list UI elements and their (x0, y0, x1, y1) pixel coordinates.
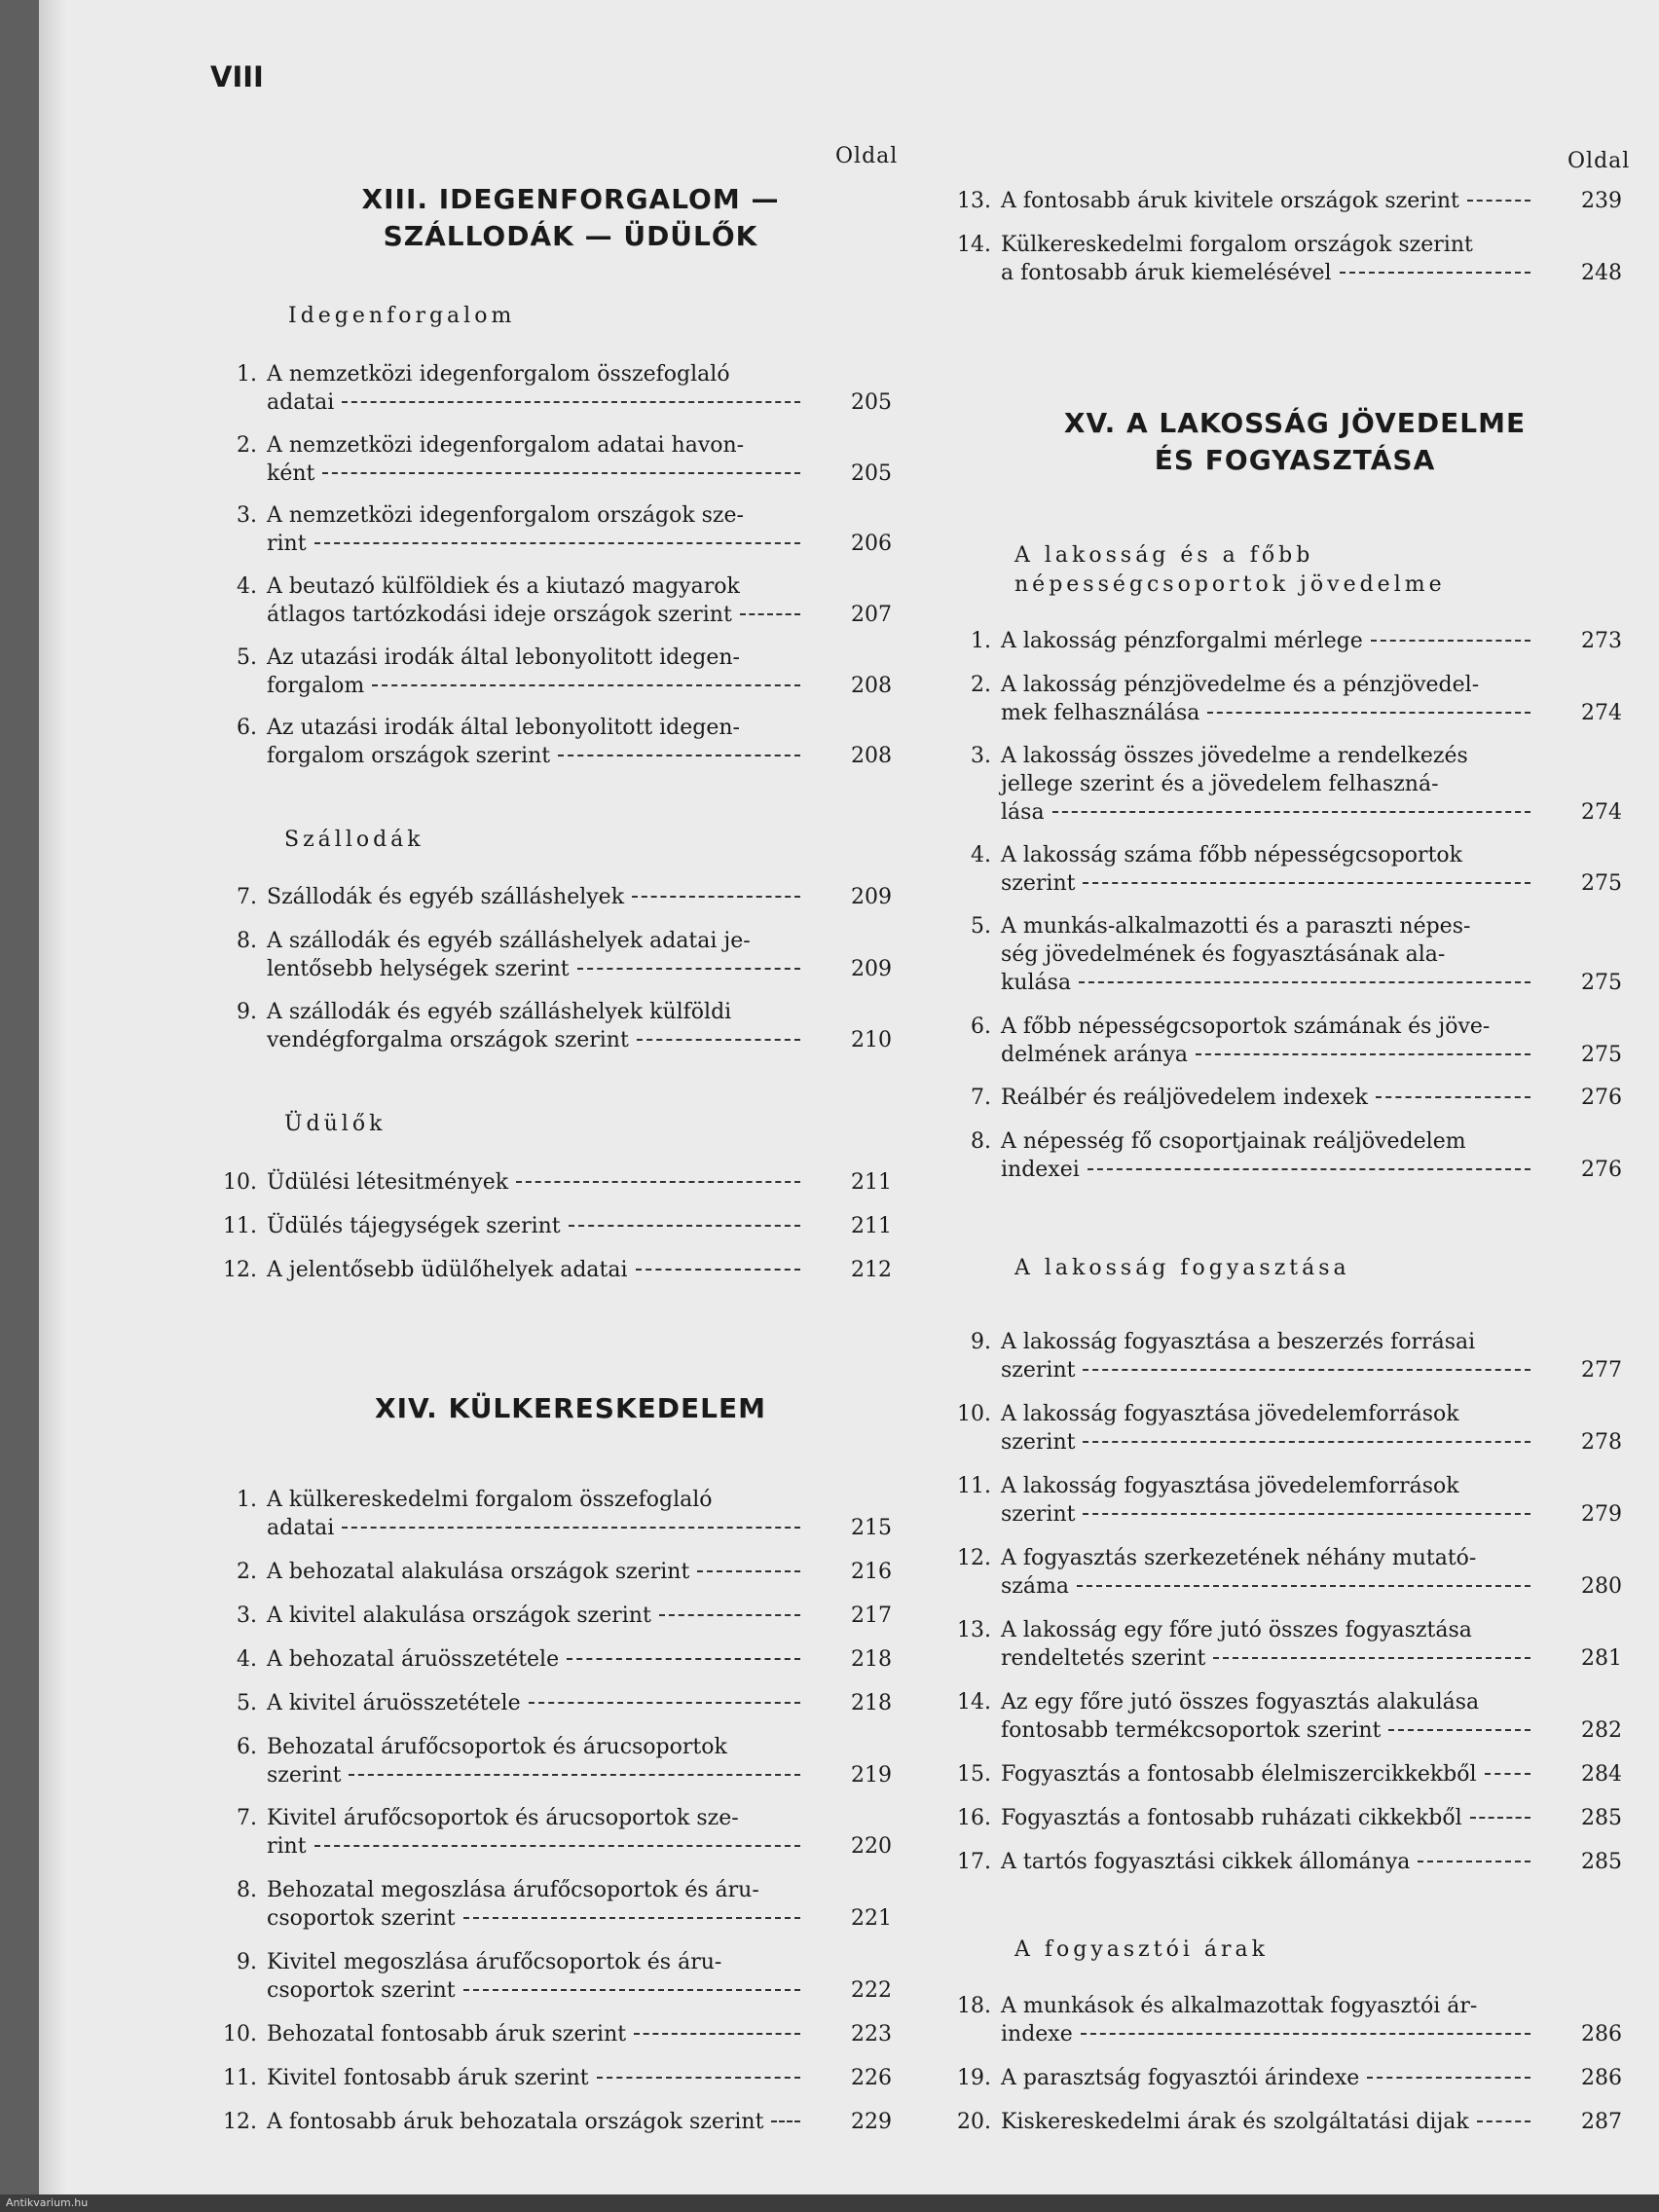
toc-entry-title: szerint (1001, 1358, 1076, 1382)
toc-entry-number: 2. (971, 673, 991, 697)
leader-dots (1196, 1053, 1530, 1055)
leader-dots (569, 1225, 800, 1227)
toc-entry-title: A népesség fő csoportjainak reáljövedelem (1001, 1129, 1466, 1154)
subhead-jovedelem: A lakosság és a főbb népességcsoportok jövedelme (1014, 543, 1446, 597)
toc-entry-number: 20. (957, 2110, 991, 2134)
toc-entry-title: fontosabb termékcsoportok szerint (1001, 1718, 1382, 1743)
toc-entry-number: 5. (971, 914, 991, 939)
toc-entry-title: A főbb népességcsoportok számának és jöve- (1001, 1014, 1491, 1039)
toc-entry-page: 287 (1581, 2110, 1622, 2134)
leader-dots (516, 1181, 800, 1183)
toc-entry-page: 210 (851, 1028, 892, 1052)
toc-entry-number: 3. (237, 1604, 257, 1628)
toc-entry-number: 17. (957, 1850, 991, 1874)
toc-entry-title: A parasztság fogyasztói árindexe (1001, 2066, 1360, 2090)
toc-entry-number: 1. (971, 629, 991, 653)
toc-entry-number: 9. (237, 1950, 257, 1974)
toc-entry-page: 226 (851, 2066, 892, 2090)
toc-entry-page: 281 (1581, 1646, 1622, 1671)
toc-entry-title: Kivitel árufőcsoportok és árucsoportok sze- (267, 1806, 739, 1830)
toc-entry-title: rint (267, 532, 307, 556)
section-title-xiii: XIII. IDEGENFORGALOM — SZÁLLODÁK — ÜDÜLŐK (361, 183, 780, 252)
page-number: VIII (210, 60, 264, 93)
toc-entry-number: 6. (237, 716, 257, 740)
toc-entry-page: 284 (1581, 1762, 1622, 1787)
toc-entry-title: A lakosság egy főre jutó összes fogyasztása (1001, 1618, 1472, 1642)
toc-entry-title: forgalom (267, 674, 365, 698)
toc-entry-page: 275 (1581, 971, 1622, 995)
toc-entry-page: 282 (1581, 1718, 1622, 1743)
leader-dots (697, 1570, 800, 1572)
toc-entry-title: ként (267, 461, 315, 486)
toc-entry-page: 277 (1581, 1358, 1622, 1382)
leader-dots (597, 2077, 800, 2079)
toc-entry-title: a fontosabb áruk kiemelésével (1001, 261, 1332, 285)
toc-entry-page: 220 (851, 1834, 892, 1859)
toc-entry-title: indexe (1001, 2022, 1073, 2046)
toc-entry-title: A munkások és alkalmazottak fogyasztói ár- (1001, 1994, 1478, 2018)
toc-entry-page: 211 (851, 1214, 892, 1238)
toc-entry-page: 275 (1581, 1043, 1622, 1067)
leader-dots (1367, 2077, 1530, 2079)
leader-dots (1077, 1585, 1530, 1587)
toc-entry-title: rendeltetés szerint (1001, 1646, 1206, 1671)
toc-entry-title: A kivitel áruösszetétele (267, 1691, 521, 1715)
toc-entry-title: A nemzetközi idegenforgalom összefoglaló (267, 362, 730, 387)
leader-dots (314, 1845, 800, 1847)
toc-entry-title: adatai (267, 390, 335, 415)
toc-entry-page: 206 (851, 532, 892, 556)
toc-entry-page: 273 (1581, 629, 1622, 653)
toc-entry-title: Kivitel megoszlása árufőcsoportok és áru- (267, 1950, 722, 1974)
toc-entry-title: A szállodák és egyéb szálláshelyek adatai je- (267, 929, 751, 953)
toc-entry-number: 11. (223, 1214, 257, 1238)
toc-entry-title: A lakosság összes jövedelme a rendelkezés (1001, 744, 1468, 768)
toc-entry-number: 8. (237, 929, 257, 953)
toc-entry-number: 7. (237, 1806, 257, 1830)
toc-entry-number: 7. (971, 1086, 991, 1110)
leader-dots (1079, 981, 1530, 983)
toc-entry-title: Reálbér és reáljövedelem indexek (1001, 1086, 1368, 1110)
toc-entry-title: Behozatal megoszlása árufőcsoportok és áru- (267, 1878, 759, 1902)
toc-entry-number: 4. (237, 1647, 257, 1672)
leader-dots (740, 613, 800, 615)
toc-entry-title: ség jövedelmének és fogyasztásának ala- (1001, 942, 1446, 967)
toc-entry-title: lása (1001, 800, 1045, 825)
toc-entry-number: 3. (237, 503, 257, 528)
toc-entry-title: A behozatal áruösszetétele (267, 1647, 560, 1672)
toc-entry-number: 14. (957, 233, 991, 257)
leader-dots (634, 2033, 800, 2035)
leader-dots (1376, 1096, 1530, 1098)
toc-entry-page: 222 (851, 1978, 892, 2003)
watermark: Antikvarium.hu (6, 2196, 89, 2209)
subhead-fogyasztas: A lakosság fogyasztása (1014, 1256, 1350, 1280)
toc-entry-page: 209 (851, 957, 892, 981)
toc-entry-page: 208 (851, 674, 892, 698)
leader-dots (659, 1614, 800, 1616)
toc-entry-title: lentősebb helységek szerint (267, 957, 570, 981)
toc-entry-number: 8. (971, 1129, 991, 1154)
toc-entry-title: Üdülés tájegységek szerint (267, 1214, 561, 1238)
toc-entry-number: 1. (237, 362, 257, 387)
toc-entry-title: Szállodák és egyéb szálláshelyek (267, 885, 625, 909)
leader-dots (637, 1039, 800, 1041)
toc-entry-page: 279 (1581, 1502, 1622, 1527)
toc-entry-number: 19. (957, 2066, 991, 2090)
toc-entry-title: csoportok szerint (267, 1978, 456, 2003)
toc-entry-number: 6. (237, 1735, 257, 1759)
toc-entry-title: A lakosság fogyasztása a beszerzés forrásai (1001, 1330, 1476, 1354)
leader-dots (577, 968, 800, 970)
toc-entry-title: száma (1001, 1574, 1069, 1599)
leader-dots (1340, 272, 1530, 274)
toc-entry-title: A szállodák és egyéb szálláshelyek külföldi (267, 1000, 732, 1024)
leader-dots (342, 401, 800, 403)
toc-entry-page: 217 (851, 1604, 892, 1628)
leader-dots (1083, 882, 1530, 884)
toc-entry-title: A jelentősebb üdülőhelyek adatai (267, 1258, 628, 1282)
toc-entry-title: Külkereskedelmi forgalom országok szerint (1001, 233, 1473, 257)
leader-dots (463, 1917, 800, 1919)
leader-dots (1083, 1369, 1530, 1371)
leader-dots (1081, 2033, 1530, 2035)
leader-dots (1207, 712, 1530, 714)
toc-entry-number: 18. (957, 1994, 991, 2018)
leader-dots (342, 1527, 800, 1529)
toc-entry-title: szerint (267, 1763, 342, 1788)
toc-entry-title: Üdülési létesitmények (267, 1170, 509, 1195)
toc-entry-title: A fontosabb áruk behozatala országok szerint (267, 2110, 764, 2134)
leader-dots (463, 1989, 800, 1991)
toc-entry-page: 276 (1581, 1086, 1622, 1110)
toc-entry-title: Az egy főre jutó összes fogyasztás alakulása (1001, 1690, 1480, 1714)
toc-entry-number: 10. (223, 2022, 257, 2046)
toc-entry-title: A lakosság pénzjövedelme és a pénzjövedel- (1001, 673, 1480, 697)
subhead-szallodak: Szállodák (284, 828, 424, 852)
toc-entry-number: 12. (223, 1258, 257, 1282)
toc-entry-title: forgalom országok szerint (267, 744, 551, 768)
toc-entry-title: Kiskereskedelmi árak és szolgáltatási dijak (1001, 2110, 1469, 2134)
toc-entry-number: 4. (971, 843, 991, 867)
leader-dots (1088, 1168, 1530, 1170)
leader-dots (1388, 1729, 1530, 1731)
leader-dots (322, 472, 800, 474)
toc-entry-number: 15. (957, 1762, 991, 1787)
toc-entry-number: 5. (237, 645, 257, 670)
toc-entry-title: A lakosság fogyasztása jövedelemforrások (1001, 1402, 1459, 1426)
toc-entry-page: 274 (1581, 701, 1622, 725)
leader-dots (1485, 1773, 1530, 1775)
leader-dots (567, 1658, 800, 1660)
toc-entry-title: delmének aránya (1001, 1043, 1188, 1067)
toc-entry-page: 223 (851, 2022, 892, 2046)
toc-entry-number: 9. (237, 1000, 257, 1024)
toc-entry-page: 285 (1581, 1850, 1622, 1874)
leader-dots (1470, 1817, 1530, 1819)
toc-entry-number: 2. (237, 433, 257, 458)
toc-entry-title: szerint (1001, 871, 1076, 896)
toc-entry-page: 205 (851, 390, 892, 415)
toc-entry-number: 1. (237, 1488, 257, 1512)
leader-dots (1418, 1861, 1530, 1862)
toc-entry-page: 207 (851, 603, 892, 627)
leader-dots (1083, 1513, 1530, 1515)
toc-entry-page: 248 (1581, 261, 1622, 285)
toc-entry-number: 7. (237, 885, 257, 909)
toc-entry-title: vendégforgalma országok szerint (267, 1028, 629, 1052)
toc-entry-page: 286 (1581, 2022, 1622, 2046)
toc-entry-title: A lakosság fogyasztása jövedelemforrások (1001, 1474, 1459, 1498)
toc-entry-page: 280 (1581, 1574, 1622, 1599)
toc-entry-page: 205 (851, 461, 892, 486)
toc-entry-title: A fogyasztás szerkezetének néhány mutató- (1001, 1546, 1477, 1570)
toc-entry-page: 211 (851, 1170, 892, 1195)
subhead-udulok: Üdülők (284, 1112, 387, 1136)
toc-entry-title: A lakosság pénzforgalmi mérlege (1001, 629, 1363, 653)
toc-entry-page: 276 (1581, 1158, 1622, 1182)
leader-dots (1371, 640, 1530, 642)
leader-dots (558, 755, 800, 756)
leader-dots (1052, 811, 1530, 813)
leader-dots (771, 2120, 800, 2122)
subhead-idegenforgalom: Idegenforgalom (288, 304, 516, 328)
toc-entry-title: A nemzetközi idegenforgalom adatai havon- (267, 433, 745, 458)
toc-entry-title: A nemzetközi idegenforgalom országok sze- (267, 503, 744, 528)
toc-entry-number: 16. (957, 1806, 991, 1830)
toc-entry-title: A behozatal alakulása országok szerint (267, 1560, 690, 1584)
page-label-left: Oldal (835, 144, 899, 168)
toc-entry-title: Az utazási irodák által lebonyolitott idegen- (267, 645, 740, 670)
toc-entry-title: rint (267, 1834, 307, 1859)
toc-entry-number: 12. (957, 1546, 991, 1570)
toc-entry-title: jellege szerint és a jövedelem felhaszná- (1001, 772, 1439, 796)
toc-entry-title: Kivitel fontosabb áruk szerint (267, 2066, 589, 2090)
toc-entry-title: A külkereskedelmi forgalom összefoglaló (267, 1488, 713, 1512)
leader-dots (1083, 1441, 1530, 1443)
section-title-xv: XV. A LAKOSSÁG JÖVEDELME ÉS FOGYASZTÁSA (1063, 407, 1527, 476)
leader-dots (1477, 2120, 1530, 2122)
toc-entry-number: 6. (971, 1014, 991, 1039)
toc-entry-number: 10. (223, 1170, 257, 1195)
leader-dots (372, 684, 800, 686)
toc-entry-title: adatai (267, 1516, 335, 1540)
toc-entry-number: 9. (971, 1330, 991, 1354)
toc-entry-title: szerint (1001, 1502, 1076, 1527)
leader-dots (529, 1702, 800, 1704)
toc-entry-title: Behozatal árufőcsoportok és árucsoportok (267, 1735, 727, 1759)
toc-entry-title: A lakosság száma főbb népességcsoportok (1001, 843, 1462, 867)
toc-entry-page: 278 (1581, 1430, 1622, 1455)
toc-entry-title: Behozatal fontosabb áruk szerint (267, 2022, 627, 2046)
toc-entry-number: 4. (237, 574, 257, 599)
toc-entry-title: Fogyasztás a fontosabb ruházati cikkekből (1001, 1806, 1462, 1830)
toc-entry-page: 208 (851, 744, 892, 768)
leader-dots (632, 896, 800, 898)
toc-entry-page: 285 (1581, 1806, 1622, 1830)
toc-entry-page: 212 (851, 1258, 892, 1282)
bottom-edge (0, 2194, 1659, 2212)
toc-entry-number: 11. (957, 1474, 991, 1498)
toc-entry-title: A tartós fogyasztási cikkek állománya (1001, 1850, 1411, 1874)
toc-entry-title: átlagos tartózkodási ideje országok szerint (267, 603, 732, 627)
toc-entry-title: szerint (1001, 1430, 1076, 1455)
toc-entry-number: 12. (223, 2110, 257, 2134)
toc-entry-page: 274 (1581, 800, 1622, 825)
toc-entry-page: 229 (851, 2110, 892, 2134)
toc-entry-number: 14. (957, 1690, 991, 1714)
toc-entry-page: 221 (851, 1906, 892, 1931)
toc-entry-title: Fogyasztás a fontosabb élelmiszercikkekből (1001, 1762, 1477, 1787)
toc-entry-page: 218 (851, 1691, 892, 1715)
toc-entry-title: Az utazási irodák által lebonyolitott idegen- (267, 716, 740, 740)
toc-entry-number: 2. (237, 1560, 257, 1584)
toc-entry-title: A munkás-alkalmazotti és a paraszti népes- (1001, 914, 1471, 939)
toc-entry-number: 3. (971, 744, 991, 768)
toc-entry-title: mek felhasználása (1001, 701, 1200, 725)
toc-entry-page: 218 (851, 1647, 892, 1672)
section-title-xiv: XIV. KÜLKERESKEDELEM (375, 1392, 766, 1424)
toc-entry-number: 13. (957, 1618, 991, 1642)
toc-entry-title: kulása (1001, 971, 1072, 995)
toc-entry-page: 215 (851, 1516, 892, 1540)
toc-entry-page: 286 (1581, 2066, 1622, 2090)
leader-dots (349, 1774, 800, 1776)
toc-entry-title: A kivitel alakulása országok szerint (267, 1604, 651, 1628)
toc-entry-page: 209 (851, 885, 892, 909)
toc-entry-page: 275 (1581, 871, 1622, 896)
page-label-right: Oldal (1567, 149, 1631, 173)
subhead-arak: A fogyasztói árak (1014, 1937, 1269, 1962)
leader-dots (1213, 1657, 1530, 1659)
toc-entry-number: 5. (237, 1691, 257, 1715)
toc-entry-page: 219 (851, 1763, 892, 1788)
leader-dots (314, 542, 800, 544)
toc-entry-title: A beutazó külföldiek és a kiutazó magyarok (267, 574, 740, 599)
toc-entry-number: 11. (223, 2066, 257, 2090)
toc-entry-title: A fontosabb áruk kivitele országok szerint (1001, 189, 1459, 213)
toc-entry-number: 10. (957, 1402, 991, 1426)
toc-entry-number: 13. (957, 189, 991, 213)
toc-entry-title: indexei (1001, 1158, 1080, 1182)
toc-entry-page: 216 (851, 1560, 892, 1584)
leader-dots (1467, 200, 1530, 202)
toc-entry-title: csoportok szerint (267, 1906, 456, 1931)
toc-entry-page: 239 (1581, 189, 1622, 213)
toc-entry-number: 8. (237, 1878, 257, 1902)
leader-dots (636, 1269, 800, 1271)
